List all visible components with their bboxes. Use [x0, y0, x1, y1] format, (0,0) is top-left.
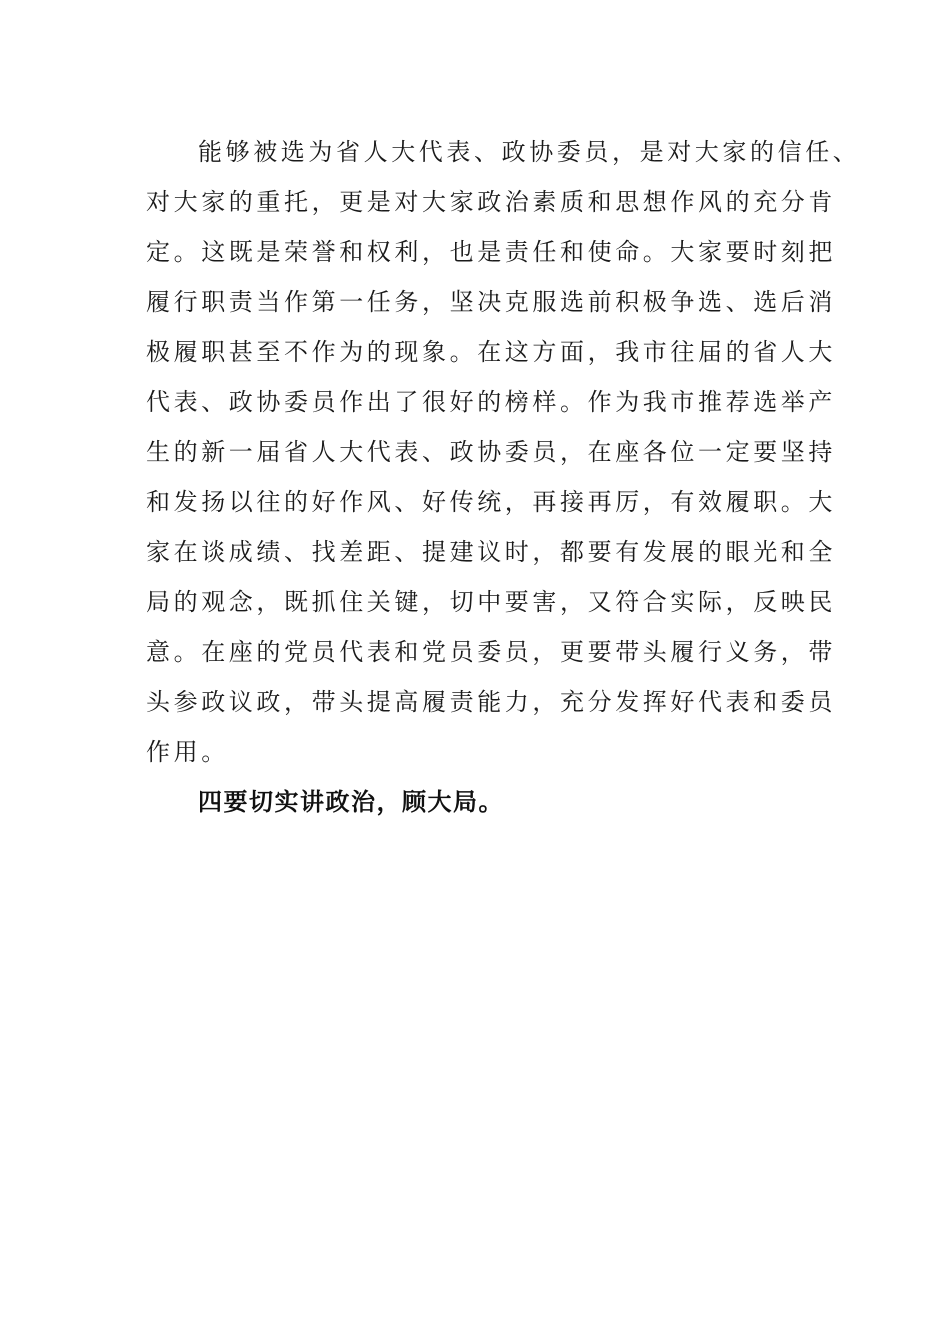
paragraph-line: 局的观念，既抓住关键，切中要害，又符合实际，反映民 [146, 588, 836, 616]
paragraph-line: 作用。 [146, 738, 229, 766]
paragraph-line: 对大家的重托，更是对大家政治素质和思想作风的充分肯 [146, 188, 836, 216]
body-text [146, 127, 861, 827]
paragraph-line: 代表、政协委员作出了很好的榜样。作为我市推荐选举产 [146, 388, 836, 416]
paragraph-line: 履行职责当作第一任务，坚决克服选前积极争选、选后消 [146, 288, 836, 316]
section-heading: 四要切实讲政治，顾大局。 [198, 787, 504, 816]
paragraph-line: 能够被选为省人大代表、政协委员，是对大家的信任、 [198, 138, 861, 166]
paragraph-line: 和发扬以往的好作风、好传统，再接再厉，有效履职。大 [146, 488, 836, 516]
paragraph-line: 生的新一届省人大代表、政协委员，在座各位一定要坚持 [146, 438, 836, 466]
paragraph-line: 家在谈成绩、找差距、提建议时，都要有发展的眼光和全 [146, 538, 836, 566]
paragraph-line: 极履职甚至不作为的现象。在这方面，我市往届的省人大 [146, 338, 836, 366]
paragraph-line: 意。在座的党员代表和党员委员，更要带头履行义务，带 [146, 638, 836, 666]
paragraph-line: 定。这既是荣誉和权利，也是责任和使命。大家要时刻把 [146, 238, 836, 266]
paragraph-line: 头参政议政，带头提高履责能力，充分发挥好代表和委员 [146, 688, 836, 716]
